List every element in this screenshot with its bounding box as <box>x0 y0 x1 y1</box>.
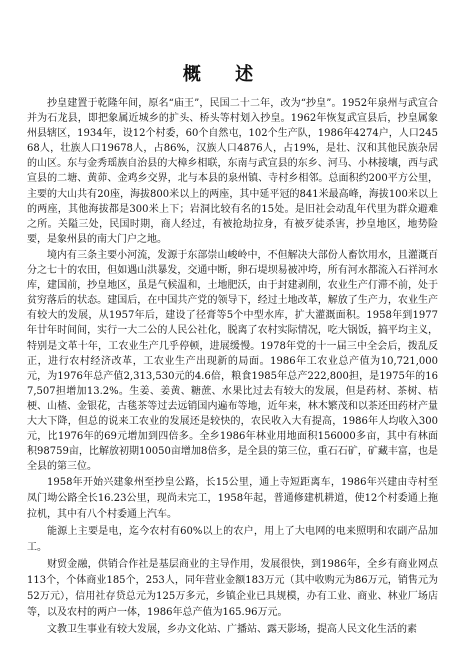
body-text <box>27 96 438 638</box>
paragraph-culture: 文教卫生事业有较大发展，乡办文化站、广播站、露天影场，提高人民文化生活的素 <box>47 623 417 635</box>
paragraph-development: 境内有三条主要小河流，发源于东部崇山峻岭中，不但解决大部份人畜饮用水，且灌溉百分之七十的农田，但如遇山洪暴发，交通中断，卵石堤坝易被冲垮，所有河水都流入石祥河水库，建国前，抄皇地区，虽是气候温和，土地肥沃，由于封建剥削，农业生产仃滞不前，处于贫穷落后的状态。建国后，在中国共产党的领导下，经过土地改革，解放了生产力，农业生产有较大的发展，从1957年后，建设了径膏等5个中型水库，扩大灌溉面积。1958年到1977年廿年时间间，实行一大二公的人民公社化，脱离了农村实际情况，吃大锅饭，搞平均主义，特别是文革十年，工农业生产几乎停顿，进展缓慢。1978年党的十一届三中全会后，拨乱反正，进行农村经济改革，工农业生产出现新的局面。1986年工农业总产值为10,721,000元，为1976年总产值2,313,530元的4.6倍，粮食1985年总产222,800担，是1975年的167,507担增加13.2%。生姜、姜黄、糖蔗、水果比过去有较大的发展，但是药材、茶树、桔梗、山楂、金银花，古毯茶等过去远销国内遍布等地，近年来，林木繁茂和以茶还田药材产量大大下降，但总的说来工农业的发展还是较快的，农民收入大有提高，1986年人均收入300元，比1976年的69元增加到四倍多。全乡1986年林业用地面积156000多亩，其中有林面积98759亩，比解放初期10050亩增加8倍多，是全县的第三位，重石石矿，矿藏丰富，也是全县的第三位。 <box>27 249 438 473</box>
paragraph-energy: 能源上主要是电，迄今农村有60%以上的农户，用上了大电网的电来照明和农副产品加工。 <box>27 526 438 553</box>
paragraph-transport: 1958年开始兴建象州至抄皇公路，长15公里，通上寺短距离车，1986年兴建由寺村至凤门坳公路全长16.23公里，现尚未完工，1958年起，普通修建机耕道，使12个村委通上拖拉机，其中有八个村委通上汽车。 <box>27 477 438 521</box>
paragraph-finance: 财贸金融，供销合作社是基层商业的主导作用，发展很快，到1986年，全乡有商业网点113个，个体商业185个，253人，同年营业金额183万元（其中收购元为86万元，销售元为52万元），信用社存贷总元为125万多元，乡镇企业已具规模，办有工业、商业、林业厂场店等，以及农村的两户一体，1986年总产值为165.96万元。 <box>27 558 438 618</box>
paragraph-overview: 抄皇建置于乾隆年间，原名“庙王”，民国二十二年，改为“抄皇”。1952年泉州与武宣合并为石龙县，即把象属近城乡的扩头、桥头等村划入抄皇。1962年恢复武宣县后，抄皇属象州县辖区，1934年，设12个村委，60个自然屯，102个生产队，1986年4274户，人口24568人，壮族人口19678人，占86%，汉族人口4876人，占19%，是壮、汉和其他民族杂居的山区。东与金秀瑶族自治县的大樟乡相联，东南与武宣县的东乡、河马、小林接壤，西与武宣县的二塘、黄茆、金鸡乡交界，北与本县的泉州镇、寺村乡相邻。总面积约200平方公里，主要的大山共有20座，海拔800米以上的两座，其中延平冠的841米最高峰，海拔100米以上的两座，其他海拔都是300米上下；岩洞比较有名的15处。是旧社会动乱年代里为群众避难之所。关隘三处，民国时期，商人经过，有被抢劫拉身，有被歹徒杀害，抄皇地区，地势险要，是象州县的南大门户之地。 <box>27 98 438 245</box>
page-title: 概 述 <box>182 64 268 85</box>
